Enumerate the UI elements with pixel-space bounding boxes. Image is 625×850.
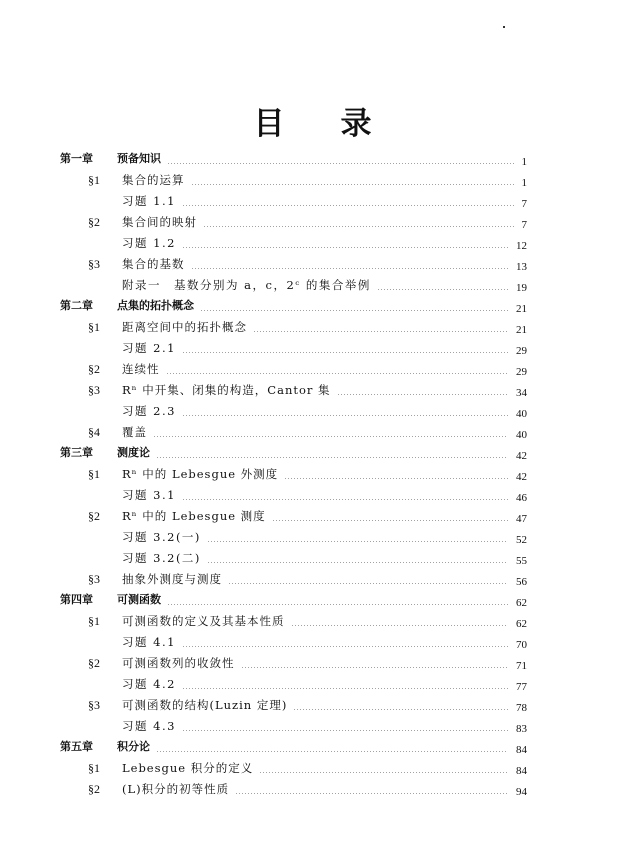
- entry-title: 习题 2.3: [122, 404, 176, 418]
- page-number: 84: [516, 744, 527, 756]
- dot-leader: [207, 541, 508, 542]
- dot-leader: [156, 751, 508, 752]
- entry-title: 集合的运算: [122, 173, 185, 187]
- toc-entry-chapter[interactable]: [0, 296, 625, 313]
- toc-entry-exercise[interactable]: [0, 527, 625, 544]
- toc-entry-exercise[interactable]: [0, 716, 625, 733]
- page-number: 94: [516, 786, 527, 798]
- entry-title: 距离空间中的拓扑概念: [122, 320, 247, 334]
- toc-entry-chapter[interactable]: [0, 149, 625, 166]
- entry-title: 习题 4.1: [122, 635, 176, 649]
- section-number: §1: [88, 467, 100, 481]
- page-number: 71: [516, 660, 527, 672]
- dot-leader: [377, 289, 508, 290]
- toc-entry-chapter[interactable]: [0, 443, 625, 460]
- toc-entry-section[interactable]: [0, 212, 625, 229]
- section-number: §3: [88, 572, 100, 586]
- toc-entry-exercise[interactable]: [0, 674, 625, 691]
- page-number: 62: [516, 618, 527, 630]
- chapter-number: 第一章: [60, 152, 93, 165]
- entry-title: 集合间的映射: [122, 215, 197, 229]
- dot-leader: [182, 688, 508, 689]
- toc-entry-chapter[interactable]: [0, 590, 625, 607]
- section-number: §4: [88, 425, 100, 439]
- entry-title: Rⁿ 中的 Lebesgue 测度: [122, 509, 266, 523]
- entry-title: Rⁿ 中开集、闭集的构造，Cantor 集: [122, 383, 331, 397]
- page-number: 21: [516, 324, 527, 336]
- page-number: 52: [516, 534, 527, 546]
- toc-entry-section[interactable]: [0, 254, 625, 271]
- page-number: 7: [521, 219, 527, 231]
- scan-speck: [503, 26, 505, 28]
- entry-title: 习题 3.2(二): [122, 551, 201, 565]
- entry-title: Lebesgue 积分的定义: [122, 761, 254, 775]
- title-char-1: 目: [253, 106, 285, 142]
- dot-leader: [191, 268, 509, 269]
- toc-entry-appendix[interactable]: [0, 275, 625, 292]
- dot-leader: [228, 583, 508, 584]
- dot-leader: [153, 436, 508, 437]
- toc-entry-section[interactable]: [0, 170, 625, 187]
- section-number: §1: [88, 320, 100, 334]
- page-title: [0, 98, 625, 143]
- section-number: §1: [88, 173, 100, 187]
- page-number: 56: [516, 576, 527, 588]
- dot-leader: [337, 394, 508, 395]
- toc-entry-section[interactable]: [0, 380, 625, 397]
- dot-leader: [291, 625, 509, 626]
- page-number: 47: [516, 513, 527, 525]
- dot-leader: [235, 793, 508, 794]
- page-number: 7: [521, 198, 527, 210]
- dot-leader: [272, 520, 508, 521]
- toc-entry-section[interactable]: [0, 359, 625, 376]
- chapter-number: 第五章: [60, 740, 93, 753]
- section-number: §2: [88, 509, 100, 523]
- toc-entry-exercise[interactable]: [0, 632, 625, 649]
- dot-leader: [182, 499, 508, 500]
- page-number: 40: [516, 408, 527, 420]
- page-number: 29: [516, 345, 527, 357]
- toc-entry-exercise[interactable]: [0, 485, 625, 502]
- dot-leader: [182, 415, 508, 416]
- page-number: 19: [516, 282, 527, 294]
- page-number: 1: [521, 156, 527, 168]
- dot-leader: [207, 562, 508, 563]
- chapter-number: 第四章: [60, 593, 93, 606]
- toc-entry-exercise[interactable]: [0, 338, 625, 355]
- dot-leader: [293, 709, 508, 710]
- dot-leader: [284, 478, 508, 479]
- dot-leader: [182, 352, 508, 353]
- dot-leader: [167, 604, 508, 605]
- page-number: 42: [516, 450, 527, 462]
- entry-title: 可测函数的结构(Luzin 定理): [122, 698, 288, 712]
- section-number: §2: [88, 362, 100, 376]
- toc-entry-exercise[interactable]: [0, 401, 625, 418]
- entry-title: 习题 4.2: [122, 677, 176, 691]
- toc-entry-section[interactable]: [0, 758, 625, 775]
- toc-entry-section[interactable]: [0, 464, 625, 481]
- entry-title: (L)积分的初等性质: [122, 782, 230, 796]
- entry-title: 连续性: [122, 362, 160, 376]
- entry-title: 抽象外测度与测度: [122, 572, 222, 586]
- dot-leader: [182, 730, 508, 731]
- entry-title: 可测函数的定义及其基本性质: [122, 614, 285, 628]
- entry-title: 习题 2.1: [122, 341, 176, 355]
- toc-entry-section[interactable]: [0, 569, 625, 586]
- section-number: §3: [88, 383, 100, 397]
- toc-entry-section[interactable]: [0, 611, 625, 628]
- chapter-number: 第二章: [60, 299, 93, 312]
- dot-leader: [241, 667, 509, 668]
- page-number: 70: [516, 639, 527, 651]
- dot-leader: [191, 184, 514, 185]
- dot-leader: [166, 373, 509, 374]
- page-number: 13: [516, 261, 527, 273]
- entry-title: 习题 3.2(一): [122, 530, 201, 544]
- entry-title: 预备知识: [117, 152, 161, 165]
- dot-leader: [182, 205, 514, 206]
- section-number: §3: [88, 698, 100, 712]
- entry-title: 积分论: [117, 740, 150, 753]
- section-number: §2: [88, 215, 100, 229]
- page-number: 77: [516, 681, 527, 693]
- toc-entry-exercise[interactable]: [0, 191, 625, 208]
- entry-title: 可测函数: [117, 593, 161, 606]
- dot-leader: [182, 247, 508, 248]
- page-number: 1: [521, 177, 527, 189]
- page-number: 29: [516, 366, 527, 378]
- toc-entry-section[interactable]: [0, 653, 625, 670]
- section-number: §3: [88, 257, 100, 271]
- toc-entry-section[interactable]: [0, 506, 625, 523]
- toc-entry-section[interactable]: [0, 317, 625, 334]
- entry-title: 点集的拓扑概念: [117, 299, 194, 312]
- page-number: 83: [516, 723, 527, 735]
- page-number: 21: [516, 303, 527, 315]
- page-number: 12: [516, 240, 527, 252]
- entry-title: 习题 1.2: [122, 236, 176, 250]
- toc-entry-section[interactable]: [0, 779, 625, 796]
- entry-title: Rⁿ 中的 Lebesgue 外测度: [122, 467, 279, 481]
- dot-leader: [259, 772, 508, 773]
- toc-entry-chapter[interactable]: [0, 737, 625, 754]
- page-number: 42: [516, 471, 527, 483]
- section-number: §2: [88, 782, 100, 796]
- toc-entry-exercise[interactable]: [0, 233, 625, 250]
- dot-leader: [182, 646, 508, 647]
- toc-entry-section[interactable]: [0, 422, 625, 439]
- page-number: 84: [516, 765, 527, 777]
- toc-entry-exercise[interactable]: [0, 548, 625, 565]
- dot-leader: [156, 457, 508, 458]
- section-number: §2: [88, 656, 100, 670]
- dot-leader: [200, 310, 508, 311]
- dot-leader: [253, 331, 508, 332]
- toc-entry-section[interactable]: [0, 695, 625, 712]
- page-number: 62: [516, 597, 527, 609]
- entry-title: 覆盖: [122, 425, 147, 439]
- page-number: 34: [516, 387, 527, 399]
- entry-title: 附录一 基数分别为 a，c，2ᶜ 的集合举例: [122, 278, 371, 292]
- entry-title: 集合的基数: [122, 257, 185, 271]
- entry-title: 习题 4.3: [122, 719, 176, 733]
- entry-title: 测度论: [117, 446, 150, 459]
- section-number: §1: [88, 761, 100, 775]
- entry-title: 可测函数列的收敛性: [122, 656, 235, 670]
- entry-title: 习题 3.1: [122, 488, 176, 502]
- page-number: 46: [516, 492, 527, 504]
- dot-leader: [203, 226, 514, 227]
- page-number: 78: [516, 702, 527, 714]
- title-char-2: 录: [340, 106, 372, 142]
- entry-title: 习题 1.1: [122, 194, 176, 208]
- page-number: 55: [516, 555, 527, 567]
- dot-leader: [167, 163, 514, 164]
- section-number: §1: [88, 614, 100, 628]
- chapter-number: 第三章: [60, 446, 93, 459]
- page-number: 40: [516, 429, 527, 441]
